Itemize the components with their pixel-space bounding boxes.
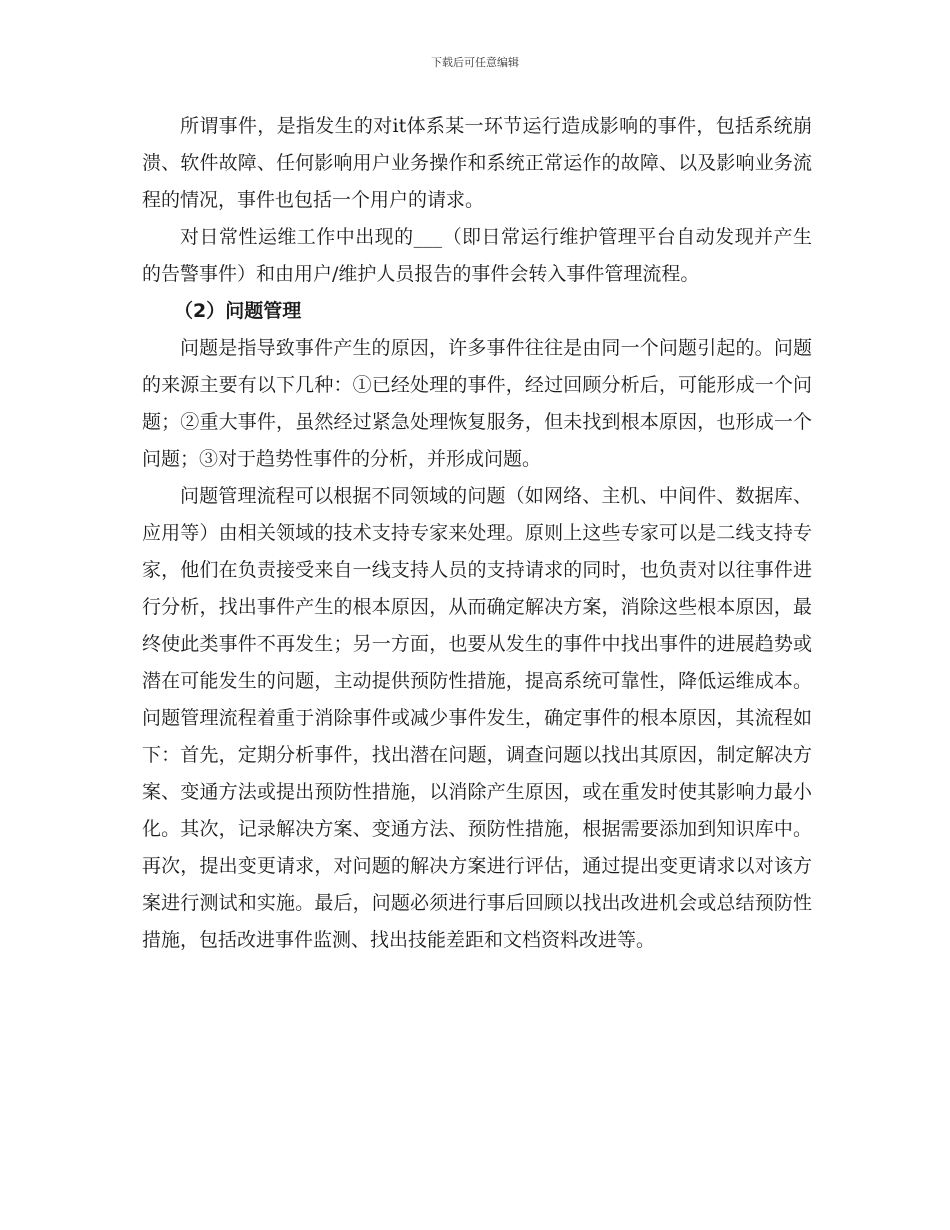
paragraph-event-sources: 对日常性运维工作中出现的___（即日常运行维护管理平台自动发现并产生的告警事件）和由用户/维护人员报告的事件会转入事件管理流程。 xyxy=(142,226,812,285)
paragraph-event-definition: 所谓事件，是指发生的对it体系某一环节运行造成影响的事件，包括系统崩溃、软件故障、任何影响用户业务操作和系统正常运作的故障、以及影响业务流程的情况，事件也包括一个用户的请求。 xyxy=(142,115,812,211)
paragraph-problem-process: 问题管理流程可以根据不同领域的问题（如网络、主机、中间件、数据库、应用等）由相关领域的技术支持专家来处理。原则上这些专家可以是二线支持专家，他们在负责接受来自一线支持人员的支持请求的同时，也负责对以往事件进行分析，找出事件产生的根本原因，从而确定解决方案，消除这些根本原因，最终使此类事件不再发生；另一方面，也要从发生的事件中找出事件的进展趋势或潜在可能发生的问题，主动提供预防性措施，提高系统可靠性，降低运维成本。问题管理流程着重于消除事件或减少事件发生，确定事件的根本原因，其流程如下：首先，定期分析事件，找出潜在问题，调查问题以找出其原因，制定解决方案、变通方法或提出预防性措施，以消除产生原因，或在重发时使其影响力最小化。其次，记录解决方案、变通方法、预防性措施，根据需要添加到知识库中。再次，提出变更请求，对问题的解决方案进行评估，通过提出变更请求以对该方案进行测试和实施。最后，问题必须进行事后回顾以找出改进机会或总结预防性措施，包括改进事件监测、找出技能差距和文档资料改进等。 xyxy=(142,485,812,951)
section-heading-problem-management: （2）问题管理 xyxy=(174,300,302,322)
paragraph-problem-definition: 问题是指导致事件产生的原因，许多事件往往是由同一个问题引起的。问题的来源主要有以下几种：①已经处理的事件，经过回顾分析后，可能形成一个问题；②重大事件，虽然经过紧急处理恢复服务，但未找到根本原因，也形成一个问题；③对于趋势性事件的分析，并形成问题。 xyxy=(142,337,812,470)
document-body xyxy=(142,108,812,959)
page-header: 下载后可任意编辑 xyxy=(431,56,519,69)
